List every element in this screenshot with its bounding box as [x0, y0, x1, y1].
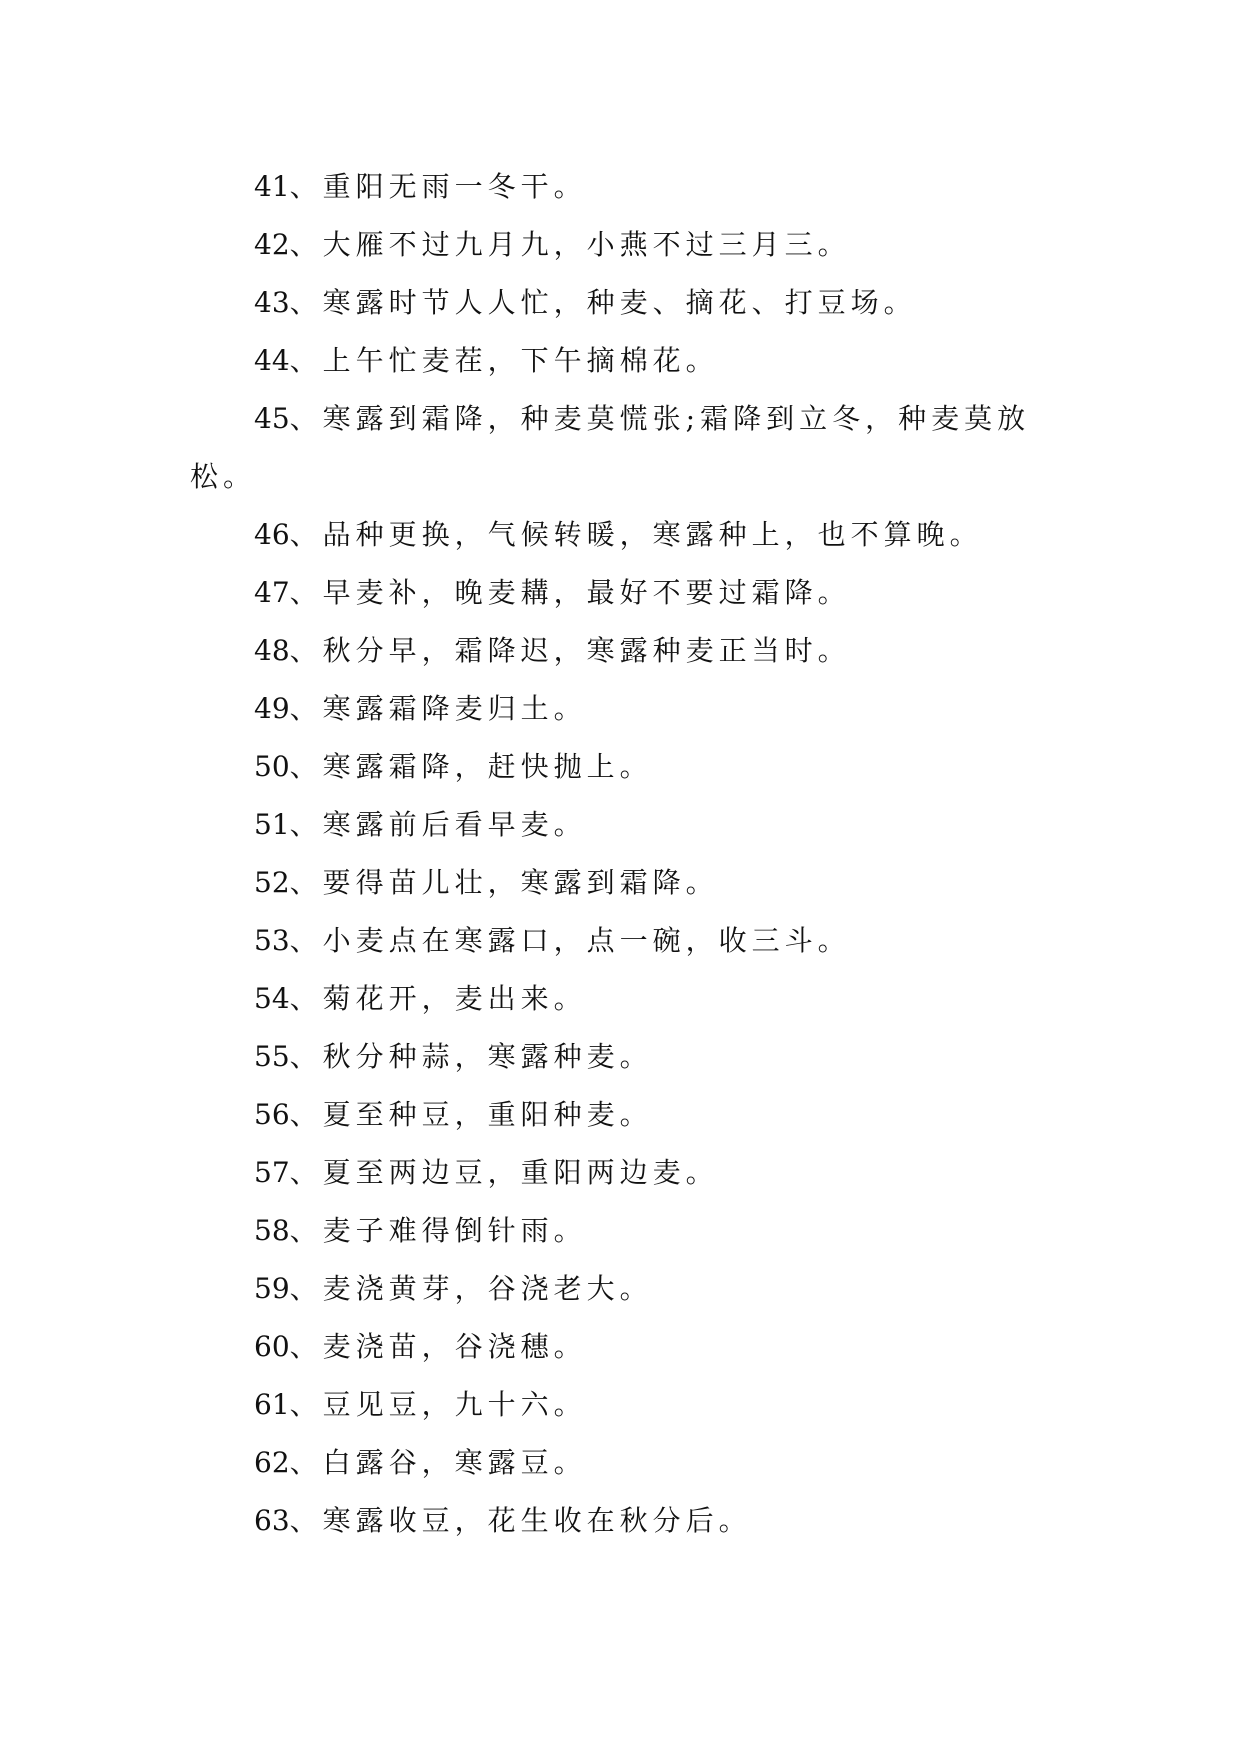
proverb-number: 41 — [254, 170, 290, 203]
proverb-text: 、麦子难得倒针雨。 — [289, 1214, 587, 1247]
proverb-text: 、大雁不过九月九，小燕不过三月三。 — [289, 228, 851, 261]
proverb-text: 、豆见豆，九十六。 — [289, 1388, 587, 1421]
proverb-text: 、夏至种豆，重阳种麦。 — [289, 1098, 653, 1131]
proverb-text: 、寒露时节人人忙，种麦、摘花、打豆场。 — [289, 286, 917, 319]
proverb-number: 43 — [254, 286, 290, 319]
proverb-text: 、菊花开，麦出来。 — [289, 982, 587, 1015]
proverb-60 — [190, 1318, 1050, 1376]
proverb-text: 、秋分早，霜降迟，寒露种麦正当时。 — [289, 634, 851, 667]
proverb-text: 、寒露到霜降，种麦莫慌张;霜降到立冬，种麦莫放松。 — [190, 402, 1031, 493]
proverb-number: 60 — [254, 1330, 290, 1363]
proverb-number: 45 — [254, 402, 290, 435]
proverb-54 — [190, 970, 1050, 1028]
proverb-48 — [190, 622, 1050, 680]
proverb-number: 63 — [254, 1504, 290, 1537]
proverb-text: 、寒露收豆，花生收在秋分后。 — [289, 1504, 752, 1537]
proverb-63 — [190, 1492, 1050, 1550]
proverb-52 — [190, 854, 1050, 912]
proverb-text: 、麦浇苗，谷浇穗。 — [289, 1330, 587, 1363]
proverb-number: 55 — [254, 1040, 290, 1073]
proverb-text: 、重阳无雨一冬干。 — [289, 170, 587, 203]
proverb-45 — [190, 390, 1050, 506]
proverb-text: 、麦浇黄芽，谷浇老大。 — [289, 1272, 653, 1305]
proverb-55 — [190, 1028, 1050, 1086]
proverb-text: 、小麦点在寒露口，点一碗，收三斗。 — [289, 924, 851, 957]
proverb-51 — [190, 796, 1050, 854]
proverb-number: 62 — [254, 1446, 290, 1479]
proverb-text: 、寒露霜降，赶快抛上。 — [289, 750, 653, 783]
proverb-41 — [190, 158, 1050, 216]
proverb-number: 51 — [254, 808, 290, 841]
proverb-42 — [190, 216, 1050, 274]
proverb-50 — [190, 738, 1050, 796]
proverb-number: 61 — [254, 1388, 290, 1421]
proverb-text: 、早麦补，晚麦耩，最好不要过霜降。 — [289, 576, 851, 609]
proverb-number: 44 — [254, 344, 290, 377]
proverb-list — [190, 158, 1050, 1550]
proverb-number: 46 — [254, 518, 290, 551]
proverb-number: 58 — [254, 1214, 290, 1247]
proverb-number: 57 — [254, 1156, 290, 1189]
proverb-number: 47 — [254, 576, 290, 609]
proverb-53 — [190, 912, 1050, 970]
proverb-number: 59 — [254, 1272, 290, 1305]
proverb-number: 56 — [254, 1098, 290, 1131]
proverb-43 — [190, 274, 1050, 332]
proverb-text: 、秋分种蒜，寒露种麦。 — [289, 1040, 653, 1073]
proverb-text: 、品种更换，气候转暖，寒露种上，也不算晚。 — [289, 518, 983, 551]
proverb-46 — [190, 506, 1050, 564]
proverb-text: 、白露谷，寒露豆。 — [289, 1446, 587, 1479]
proverb-text: 、寒露霜降麦归土。 — [289, 692, 587, 725]
proverb-56 — [190, 1086, 1050, 1144]
proverb-44 — [190, 332, 1050, 390]
proverb-49 — [190, 680, 1050, 738]
proverb-57 — [190, 1144, 1050, 1202]
proverb-text: 、寒露前后看早麦。 — [289, 808, 587, 841]
proverb-62 — [190, 1434, 1050, 1492]
proverb-59 — [190, 1260, 1050, 1318]
proverb-number: 50 — [254, 750, 290, 783]
proverb-number: 53 — [254, 924, 290, 957]
proverb-61 — [190, 1376, 1050, 1434]
proverb-number: 42 — [254, 228, 290, 261]
proverb-text: 、要得苗儿壮，寒露到霜降。 — [289, 866, 719, 899]
proverb-text: 、夏至两边豆，重阳两边麦。 — [289, 1156, 719, 1189]
proverb-number: 49 — [254, 692, 290, 725]
proverb-47 — [190, 564, 1050, 622]
proverb-number: 48 — [254, 634, 290, 667]
proverb-number: 54 — [254, 982, 290, 1015]
proverb-number: 52 — [254, 866, 290, 899]
proverb-58 — [190, 1202, 1050, 1260]
proverb-text: 、上午忙麦茬，下午摘棉花。 — [289, 344, 719, 377]
